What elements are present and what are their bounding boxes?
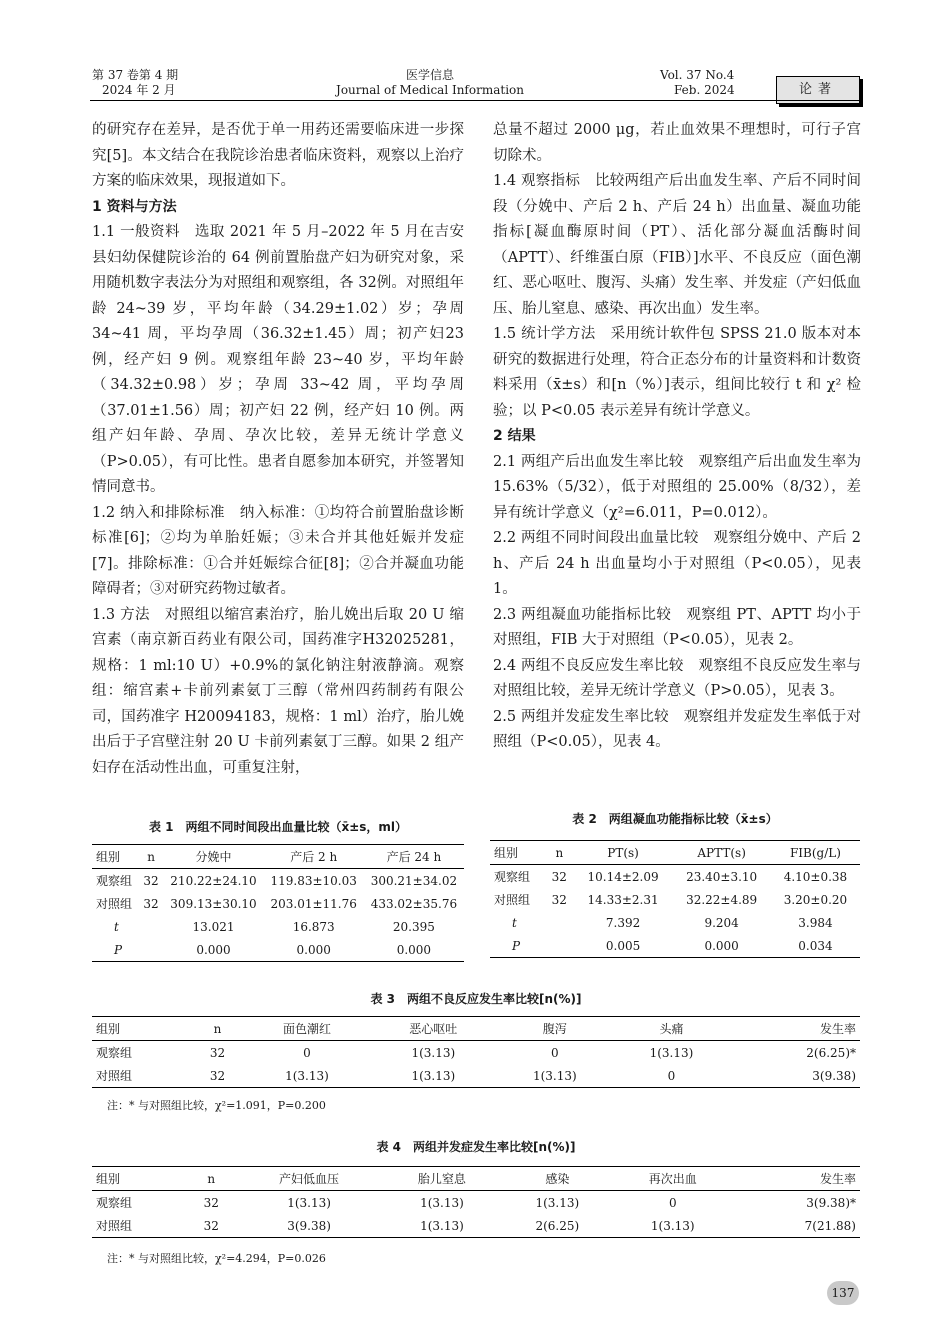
table-cell: 1(3.13) bbox=[420, 1218, 464, 1233]
column-header: APTT(s) bbox=[697, 845, 746, 860]
table-cell: 13.021 bbox=[192, 919, 235, 934]
column-header: n bbox=[213, 1021, 222, 1036]
page-number: 137 bbox=[827, 1281, 859, 1305]
table-cell: 7.392 bbox=[605, 915, 641, 930]
table-cell: 433.02±35.76 bbox=[370, 896, 458, 911]
column-header: 面色潮红 bbox=[282, 1022, 331, 1036]
column-header: 头痛 bbox=[659, 1022, 684, 1036]
column-header: 组别 bbox=[96, 1022, 121, 1036]
table-cell: 210.22±24.10 bbox=[170, 873, 257, 888]
paragraph: 1.4 观察指标 比较两组产后出血发生率、产后不同时间段（分娩中、产后 2 h、产后 24 h）出血量、凝血功能指标[凝血酶原时间（PT）、活化部分凝血活酶时间（APTT）、纤维蛋白原（FIB）]水平、不良反应（面色潮红、恶心呕吐、腹泻、头痛）发生率、并发症（产妇低血压、胎儿窒息、感染、再次出血）发生率。 bbox=[493, 173, 861, 317]
table-cell: 1(3.13) bbox=[532, 1068, 577, 1083]
table-cell: 4.10±0.38 bbox=[783, 869, 848, 884]
table-row bbox=[92, 869, 464, 893]
column-header: 产后 24 h bbox=[386, 850, 442, 864]
table-header-row bbox=[92, 1017, 860, 1041]
table-row bbox=[92, 915, 464, 938]
paragraph: 1.1 一般资料 选取 2021 年 5 月–2022 年 5 月在吉安县妇幼保健院诊治的 64 例前置胎盘产妇为研究对象，采用随机数字表法分为对照组和观察组，各 32例。对照组年龄 24~39 岁，平均年龄（34.29±1.02）岁；孕周 34~41 周，平均孕周（36.32±1.45）周；初产妇23例，经产妇 9 例。观察组年龄 23~40 岁，平均年龄（34.32±0.98）岁；孕周 33~42 周，平均孕周（37.01±1.56）周；初产妇 22 例，经产妇 10 例。两组产妇年龄、孕周、孕次比较，差异无统计学意义（P>0.05），有可比性。患者自愿参加本研究，并签署知情同意书。 bbox=[92, 224, 464, 495]
table-row bbox=[92, 938, 464, 962]
table-cell: 0.000 bbox=[296, 942, 331, 957]
table-cell: 1(3.13) bbox=[411, 1068, 456, 1083]
table-cell: P bbox=[114, 942, 123, 957]
paragraph: 1.2 纳入和排除标准 纳入标准：①均符合前置胎盘诊断标准[6]；②均为单胎妊娠；③未合并其他妊娠并发症[7]。排除标准：①合并妊娠综合征[8]；②合并凝血功能障碍者；③对研究药物过敏者。 bbox=[92, 504, 464, 597]
table3-note: 注：* 与对照组比较，χ²=1.091，P=0.200 bbox=[107, 1099, 326, 1112]
table-cell: 对照组 bbox=[494, 893, 531, 907]
column-header: 腹泻 bbox=[542, 1022, 567, 1036]
column-header: n bbox=[555, 845, 564, 860]
table-cell: 32 bbox=[203, 1218, 219, 1233]
table-cell: 309.13±30.10 bbox=[170, 896, 257, 911]
table2 bbox=[490, 840, 860, 958]
table-cell: 0.000 bbox=[396, 942, 432, 957]
right-column bbox=[493, 118, 861, 756]
paragraph: 2.5 两组并发症发生率比较 观察组并发症发生率低于对照组（P<0.05），见表 4。 bbox=[493, 708, 861, 750]
table-cell: 32 bbox=[209, 1068, 226, 1083]
column-header: 再次出血 bbox=[648, 1172, 697, 1186]
table4 bbox=[92, 1166, 860, 1238]
table-cell: 观察组 bbox=[494, 870, 531, 884]
table-header-row bbox=[92, 845, 464, 869]
journal-volume: 第 37 卷第 4 期 2024 年 2 月 bbox=[92, 68, 179, 97]
paragraph: 1.3 方法 对照组以缩宫素治疗，胎儿娩出后取 20 U 缩宫素（南京新百药业有限公司，国药准字H32025281，规格：1 ml:10 U）+0.9%的氯化钠注射液静滴。观察组：缩宫素+卡前列素氨丁三醇（常州四药制药有限公司，国药准字 H20094183，规格：1 ml）治疗，胎儿娩出后于子宫壁注射 20 U 卡前列素氨丁三醇。如果 2 组产妇存在活动性出血，可重复注射， bbox=[92, 606, 464, 776]
paragraph: 的研究存在差异，是否优于单一用药还需要临床进一步探究[5]。本文结合在我院诊治患者临床资料，观察以上治疗方案的临床效果，现报道如下。 bbox=[92, 122, 464, 189]
paragraph: 1.5 统计学方法 采用统计软件包 SPSS 21.0 版本对本研究的数据进行处理，符合正态分布的计量资料和计数资料采用（x̄±s）和[n（%）]表示，组间比较行 t 和 χ² 检验；以 P<0.05 表示差异有统计学意义。 bbox=[493, 326, 861, 419]
paragraph: 2.3 两组凝血功能指标比较 观察组 PT、APTT 均小于对照组，FIB 大于对照组（P<0.05），见表 2。 bbox=[493, 606, 861, 648]
table-cell: 3(9.38) bbox=[812, 1068, 856, 1083]
paragraph: 总量不超过 2000 μg，若止血效果不理想时，可行子宫切除术。 bbox=[493, 122, 861, 164]
journal-volume-en: Vol. 37 No.4 Feb. 2024 bbox=[660, 68, 735, 97]
table3 bbox=[92, 1016, 860, 1088]
table-cell: 16.873 bbox=[292, 919, 335, 934]
table-cell: 观察组 bbox=[96, 1046, 133, 1060]
table1 bbox=[92, 844, 464, 962]
column-header: 产后 2 h bbox=[290, 850, 338, 864]
table-cell: 20.395 bbox=[392, 919, 435, 934]
table-cell: 23.40±3.10 bbox=[686, 869, 758, 884]
table-row bbox=[92, 1191, 860, 1215]
table-header-row bbox=[490, 841, 860, 865]
table-cell: 32 bbox=[203, 1195, 219, 1210]
column-header: n bbox=[147, 849, 155, 864]
journal-title: 医学信息 Journal of Medical Information bbox=[336, 68, 524, 97]
table-cell: 32 bbox=[551, 892, 567, 907]
table-cell: 2(6.25) bbox=[535, 1218, 580, 1233]
table-row bbox=[92, 1064, 860, 1088]
table-cell: 对照组 bbox=[96, 1219, 133, 1233]
table-row bbox=[92, 1214, 860, 1238]
table-cell bbox=[545, 934, 574, 958]
table-cell: 119.83±10.03 bbox=[270, 873, 357, 888]
table-row bbox=[490, 911, 860, 934]
column-header: 组别 bbox=[96, 1172, 121, 1186]
table-cell: 32.22±4.89 bbox=[686, 892, 758, 907]
table-cell: 1(3.13) bbox=[287, 1195, 331, 1210]
table-cell: 1(3.13) bbox=[649, 1045, 694, 1060]
table-row bbox=[92, 1041, 860, 1065]
column-header: 发生率 bbox=[819, 1172, 856, 1186]
table4-caption: 表 4 两组并发症发生率比较[n(%)] bbox=[376, 1140, 576, 1154]
table-cell: 0.000 bbox=[704, 938, 739, 953]
table-cell: 14.33±2.31 bbox=[587, 892, 659, 907]
table-cell: 0 bbox=[668, 1195, 677, 1210]
left-column bbox=[92, 118, 464, 781]
table2-caption: 表 2 两组凝血功能指标比较（x̄±s） bbox=[572, 812, 778, 826]
table-cell: 32 bbox=[143, 896, 159, 911]
column-header: 发生率 bbox=[819, 1022, 856, 1036]
table-cell: 32 bbox=[143, 873, 159, 888]
table-cell bbox=[139, 915, 164, 938]
column-header: 组别 bbox=[494, 846, 519, 860]
table-cell bbox=[545, 911, 574, 934]
table-cell: 3(9.38)* bbox=[806, 1195, 856, 1210]
table-cell: 1(3.13) bbox=[650, 1218, 695, 1233]
table-row bbox=[490, 865, 860, 889]
table-cell: 1(3.13) bbox=[535, 1195, 580, 1210]
table-cell: t bbox=[114, 919, 119, 934]
column-header: 感染 bbox=[545, 1172, 570, 1186]
paragraph: 2.4 两组不良反应发生率比较 观察组不良反应发生率与对照组比较，差异无统计学意义（P>0.05），见表 3。 bbox=[493, 657, 861, 699]
table-cell: 2(6.25)* bbox=[806, 1045, 856, 1060]
table-cell: 300.21±34.02 bbox=[370, 873, 458, 888]
table-cell: 观察组 bbox=[96, 874, 133, 888]
table-cell: 32 bbox=[551, 869, 567, 884]
table-cell: 32 bbox=[209, 1045, 226, 1060]
column-header: n bbox=[207, 1171, 216, 1186]
table-cell: 3.20±0.20 bbox=[783, 892, 848, 907]
paragraph: 2.1 两组产后出血发生率比较 观察组产后出血发生率为 15.63%（5/32），低于对照组的 25.00%（8/32），差异有统计学意义（χ²=6.011，P=0.012）。 bbox=[493, 453, 861, 521]
paragraph: 2.2 两组不同时间段出血量比较 观察组分娩中、产后 2 h、产后 24 h 出血量均小于对照组（P<0.05），见表 1。 bbox=[493, 530, 861, 597]
column-header: 产妇低血压 bbox=[279, 1172, 340, 1186]
table4-note: 注：* 与对照组比较，χ²=4.294，P=0.026 bbox=[107, 1252, 326, 1265]
table-cell: 0.034 bbox=[798, 938, 833, 953]
table-cell: 1(3.13) bbox=[420, 1195, 464, 1210]
section-heading: 1 资料与方法 bbox=[92, 198, 177, 215]
table-row bbox=[490, 934, 860, 958]
column-header: 恶心呕吐 bbox=[409, 1022, 458, 1036]
table-header-row bbox=[92, 1167, 860, 1191]
table-cell: 观察组 bbox=[96, 1196, 133, 1210]
table3-caption: 表 3 两组不良反应发生率比较[n(%)] bbox=[370, 992, 582, 1006]
table-row bbox=[92, 892, 464, 915]
table-cell: 0 bbox=[303, 1045, 311, 1060]
table-cell: 3.984 bbox=[798, 915, 833, 930]
column-header: FIB(g/L) bbox=[789, 845, 841, 860]
table-cell: 3(9.38) bbox=[287, 1218, 331, 1233]
table-cell: 10.14±2.09 bbox=[587, 869, 659, 884]
column-header: 分娩中 bbox=[195, 850, 232, 864]
section-heading: 2 结果 bbox=[493, 428, 536, 444]
column-header: 胎儿窒息 bbox=[417, 1172, 466, 1186]
table-cell bbox=[139, 938, 164, 962]
table-cell: 7(21.88) bbox=[804, 1218, 856, 1233]
column-header: PT(s) bbox=[607, 845, 639, 860]
table-cell: 0 bbox=[550, 1045, 559, 1060]
table-cell: 对照组 bbox=[96, 1069, 133, 1083]
table-cell: 203.01±11.76 bbox=[270, 896, 357, 911]
table-cell: 0.000 bbox=[196, 942, 231, 957]
table-cell: 1(3.13) bbox=[411, 1045, 456, 1060]
article-type-badge: 论著 bbox=[776, 76, 860, 104]
table-cell: t bbox=[512, 915, 517, 930]
table-cell: 1(3.13) bbox=[285, 1068, 329, 1083]
table-cell: P bbox=[512, 938, 521, 953]
table1-caption: 表 1 两组不同时间段出血量比较（x̄±s，ml） bbox=[148, 820, 408, 834]
table-cell: 对照组 bbox=[96, 897, 133, 911]
column-header: 组别 bbox=[96, 850, 121, 864]
table-cell: 0.005 bbox=[605, 938, 641, 953]
table-cell: 9.204 bbox=[704, 915, 739, 930]
header-divider bbox=[90, 100, 862, 101]
table-cell: 0 bbox=[667, 1068, 676, 1083]
table-row bbox=[490, 888, 860, 911]
